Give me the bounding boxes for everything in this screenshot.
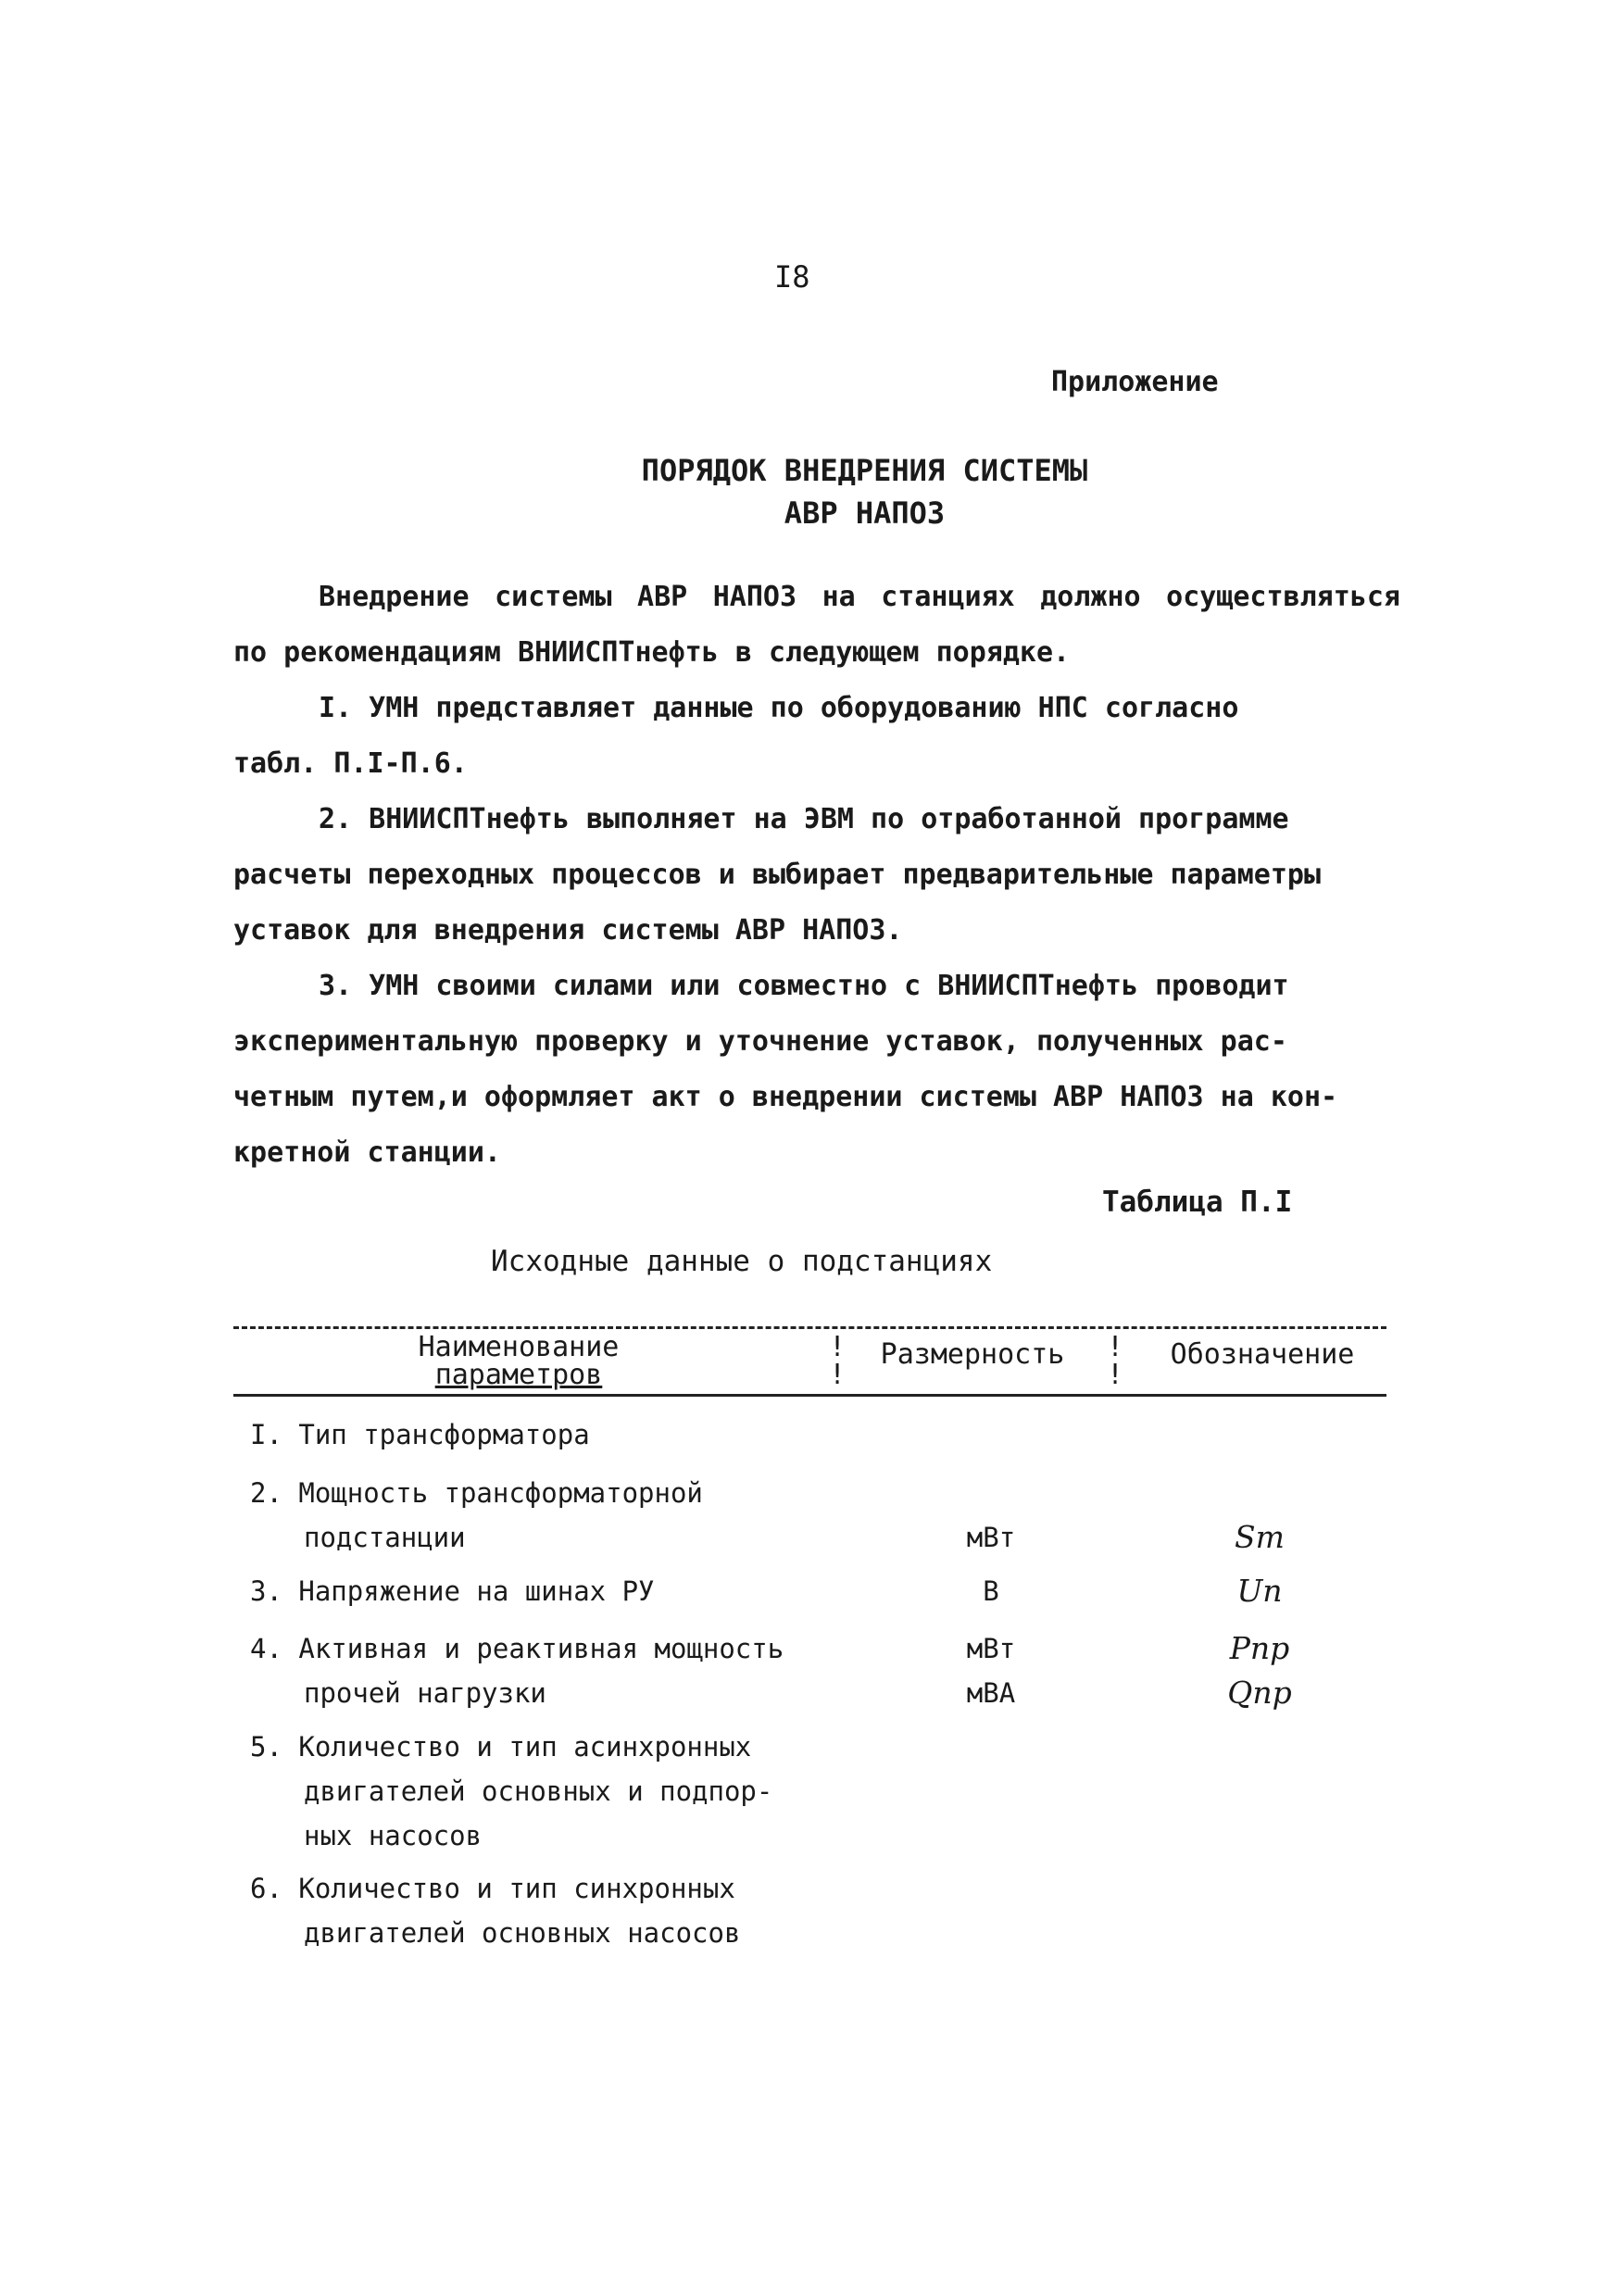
- row-symbol: Uп: [1236, 1573, 1283, 1609]
- body-text: [233, 570, 1400, 1181]
- header-name-line-2: параметров: [434, 1359, 603, 1391]
- table-header-rule: [233, 1394, 1386, 1397]
- body-line: I. УМН представляет данные по оборудованию НПС согласно: [319, 692, 1239, 724]
- body-line: по рекомендациям ВНИИСПТнефть в следующем порядке.: [233, 636, 1071, 669]
- row-unit: мВт: [966, 1522, 1016, 1553]
- row-unit: В: [983, 1575, 999, 1607]
- row-symbol: Pпр Qпр: [1227, 1630, 1292, 1711]
- heading-line-1: ПОРЯДОК ВНЕДРЕНИЯ СИСТЕМЫ: [641, 453, 1088, 488]
- header-symbol: Обозначение: [1170, 1338, 1355, 1371]
- table-top-rule: [233, 1326, 1386, 1329]
- body-line: четным путем,и оформляет акт о внедрении системы АВР НАПОЗ на кон-: [233, 1081, 1338, 1113]
- row-symbol: Sт: [1235, 1519, 1285, 1555]
- body-line: 2. ВНИИСПТнефть выполняет на ЭВМ по отработанной программе: [319, 803, 1289, 835]
- row-name: 4. Активная и реактивная мощность прочей нагрузки: [250, 1633, 784, 1709]
- body-line: кретной станции.: [233, 1136, 501, 1169]
- body-line: расчеты переходных процессов и выбирает предварительные параметры: [233, 859, 1321, 891]
- row-unit: мВт мВА: [966, 1633, 1016, 1709]
- row-name: 5. Количество и тип асинхронных двигателей основных и подпор- ных насосов: [250, 1731, 773, 1851]
- row-name: 2. Мощность трансформаторной подстанции: [250, 1477, 703, 1553]
- page-number: I8: [774, 259, 810, 295]
- table-title: Исходные данные о подстанциях: [491, 1245, 993, 1278]
- header-unit: Размерность: [880, 1338, 1065, 1371]
- table-caption: Таблица П.I: [1102, 1186, 1293, 1219]
- appendix-label: Приложение: [1051, 366, 1219, 398]
- heading-line-2: АВР НАПОЗ: [784, 496, 946, 531]
- body-line: 3. УМН своими силами или совместно с ВНИИСПТнефть проводит: [319, 970, 1289, 1002]
- row-name: 3. Напряжение на шинах РУ: [250, 1575, 655, 1607]
- body-line: табл. П.I-П.6.: [233, 747, 468, 780]
- body-line: уставок для внедрения системы АВР НАПОЗ.: [233, 914, 903, 947]
- body-line: экспериментальную проверку и уточнение уставок, полученных рас-: [233, 1025, 1287, 1058]
- header-name: [306, 1331, 732, 1391]
- row-name: I. Тип трансформатора: [250, 1419, 590, 1450]
- header-separator: ! !: [829, 1331, 847, 1391]
- row-name: 6. Количество и тип синхронных двигателей основных насосов: [250, 1873, 741, 1949]
- header-name-line-1: Наименование: [418, 1331, 620, 1363]
- body-line: Внедрение системы АВР НАПОЗ на станциях должно осуществляться: [319, 581, 1400, 613]
- header-separator: ! !: [1107, 1331, 1124, 1391]
